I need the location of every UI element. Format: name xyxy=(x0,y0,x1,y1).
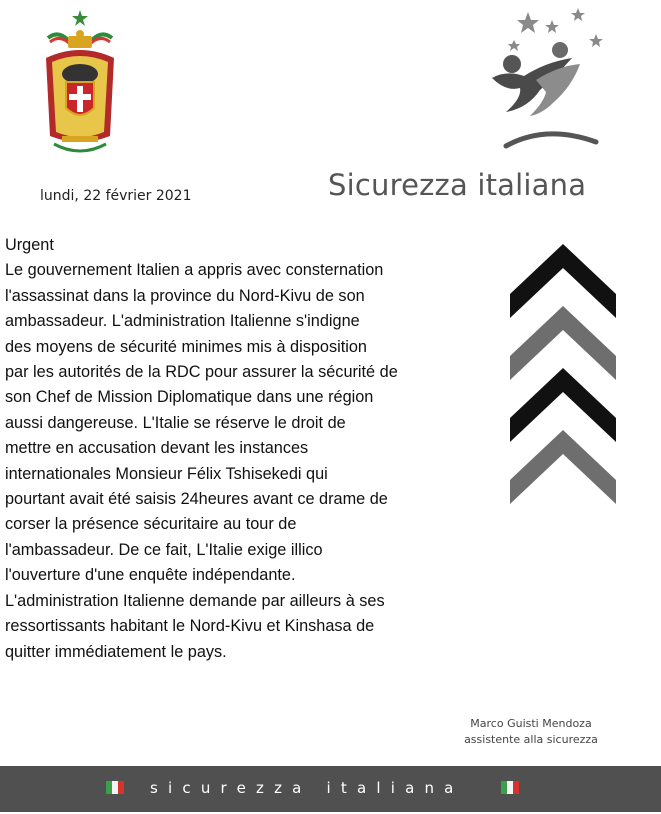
footer-bar xyxy=(0,766,661,812)
statement-line: Le gouvernement Italien a appris avec consternation xyxy=(5,261,384,280)
chevron-stack-icon xyxy=(510,242,616,514)
statement-line: l'ambassadeur. De ce fait, L'Italie exige illico xyxy=(5,540,323,559)
statement-line: aussi dangereuse. L'Italie se réserve le droit de xyxy=(5,413,346,432)
chevron-up-icon xyxy=(510,430,616,504)
document-date: lundi, 22 février 2021 xyxy=(40,188,192,204)
statement-line: des moyens de sécurité minimes mis à disposition xyxy=(5,337,367,356)
signature-role: assistente alla sicurezza xyxy=(464,733,598,746)
statement-line: Urgent xyxy=(5,236,54,254)
statement-line: l'ouverture d'une enquête indépendante. xyxy=(5,566,296,585)
stars-figures-logo-icon xyxy=(476,6,612,162)
statement-line: quitter immédiatement le pays. xyxy=(5,642,227,661)
statement-line: son Chef de Mission Diplomatique dans une région xyxy=(5,388,374,407)
brand-title: Sicurezza italiana xyxy=(328,168,587,202)
statement-line: ressortissants habitant le Nord-Kivu et Kinshasa de xyxy=(5,617,375,636)
italian-flag-icon xyxy=(106,781,124,794)
statement-line: L'administration Italienne demande par ailleurs à ses xyxy=(5,591,385,610)
statement-line: l'assassinat dans la province du Nord-Kivu de son xyxy=(5,286,365,305)
signature-block xyxy=(443,716,619,748)
statement-line: mettre en accusation devant les instances xyxy=(5,439,309,458)
signature-name: Marco Guisti Mendoza xyxy=(470,717,592,730)
statement-line: par les autorités de la RDC pour assurer la sécurité de xyxy=(5,363,398,382)
footer-brand-text: sicurezza italiana xyxy=(150,779,464,797)
statement-body xyxy=(5,233,480,665)
statement-line: corser la présence sécuritaire au tour de xyxy=(5,515,297,534)
statement-line: internationales Monsieur Félix Tshisekedi qui xyxy=(5,464,328,483)
italian-flag-icon xyxy=(501,781,519,794)
statement-line: ambassadeur. L'administration Italienne s'indigne xyxy=(5,312,360,331)
royal-coat-of-arms-icon xyxy=(38,8,122,168)
statement-line: pourtant avait été saisis 24heures avant ce drame de xyxy=(5,490,388,509)
